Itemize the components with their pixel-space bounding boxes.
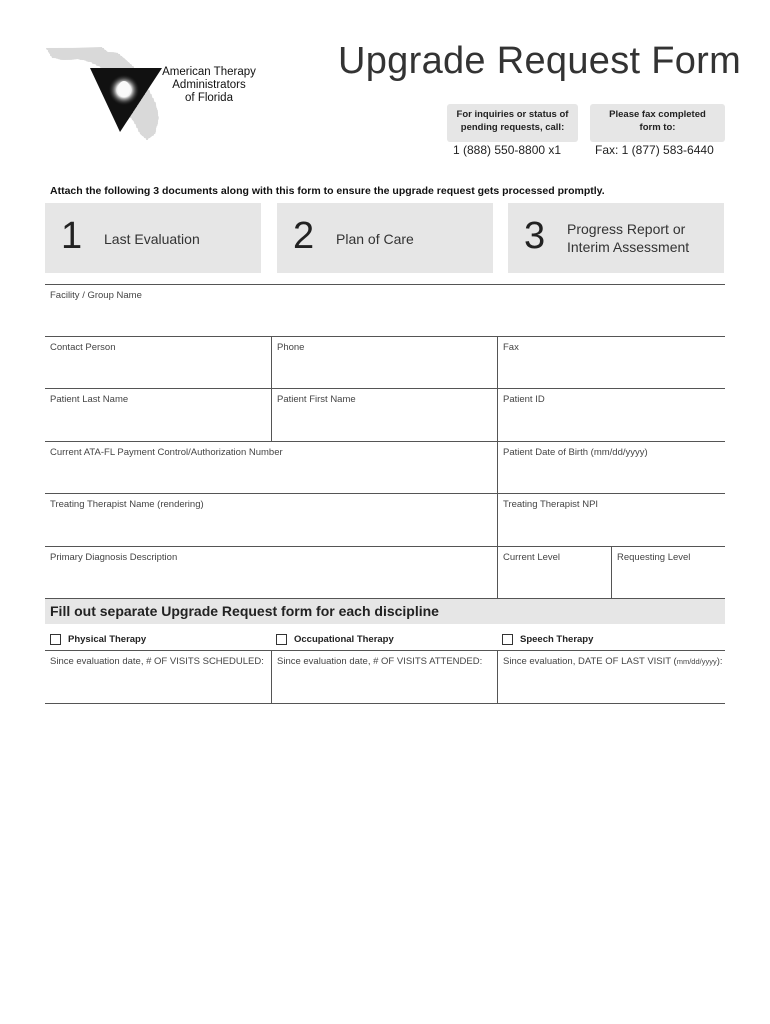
phone-field[interactable] <box>271 336 497 388</box>
primary-diagnosis-label: Primary Diagnosis Description <box>50 552 178 563</box>
organization-name-line: of Florida <box>185 92 233 104</box>
organization-name <box>150 66 268 105</box>
facility-label: Facility / Group Name <box>50 290 142 301</box>
fax-number: Fax: 1 (877) 583-6440 <box>595 143 714 157</box>
current-level-label: Current Level <box>503 552 561 563</box>
form-bottom-rule <box>45 703 725 704</box>
therapist-npi-label: Treating Therapist NPI <box>503 499 599 510</box>
last-visit-date-label <box>503 656 723 667</box>
inquiries-phone-number: 1 (888) 550-8800 x1 <box>453 143 562 157</box>
visits-scheduled-label: Since evaluation date, # OF VISITS SCHEDULED: <box>50 656 264 667</box>
requesting-level-label: Requesting Level <box>617 552 691 563</box>
document-number: 2 <box>293 215 315 257</box>
patient-id-field[interactable] <box>497 388 725 441</box>
document-number: 3 <box>524 215 546 257</box>
fax-label: Fax <box>503 342 519 353</box>
physical-therapy-label: Physical Therapy <box>68 633 147 645</box>
discipline-header <box>45 598 725 624</box>
patient-last-name-field[interactable] <box>45 388 271 441</box>
speech-therapy-checkbox[interactable] <box>502 634 513 645</box>
document-label-line: Last Evaluation <box>104 231 200 247</box>
page-title: Upgrade Request Form <box>338 40 742 82</box>
therapist-name-field[interactable] <box>45 493 497 546</box>
patient-id-label: Patient ID <box>503 394 545 405</box>
fax-text-line: form to: <box>639 122 676 133</box>
visits-attended-label: Since evaluation date, # OF VISITS ATTENDED: <box>277 656 483 667</box>
required-document-2 <box>277 203 493 273</box>
document-label <box>336 230 414 248</box>
occupational-therapy-checkbox[interactable] <box>276 634 287 645</box>
organization-name-line: Administrators <box>172 79 246 91</box>
organization-name-line: American Therapy <box>162 66 256 78</box>
document-label <box>567 220 689 256</box>
speech-therapy-label: Speech Therapy <box>520 633 594 645</box>
inquiries-info-box <box>447 104 578 142</box>
authorization-number-field[interactable] <box>45 441 497 493</box>
document-label-line: Plan of Care <box>336 231 414 247</box>
fax-field[interactable] <box>497 336 725 388</box>
phone-label: Phone <box>277 342 305 353</box>
physical-therapy-option[interactable] <box>50 632 146 646</box>
ata-florida-logo <box>44 44 162 144</box>
patient-last-name-label: Patient Last Name <box>50 394 129 405</box>
patient-first-name-field[interactable] <box>271 388 497 441</box>
inquiries-text-line: For inquiries or status of <box>456 109 569 120</box>
document-label <box>104 230 200 248</box>
last-visit-date-field[interactable] <box>497 650 725 703</box>
last-visit-suffix: ): <box>716 656 723 667</box>
last-visit-date-format: mm/dd/yyyy <box>676 657 717 666</box>
visits-scheduled-field[interactable] <box>45 650 271 703</box>
occupational-therapy-label: Occupational Therapy <box>294 633 394 645</box>
physical-therapy-checkbox[interactable] <box>50 634 61 645</box>
required-document-3 <box>508 203 724 273</box>
document-label-line: Progress Report or <box>567 221 686 237</box>
speech-therapy-option[interactable] <box>502 632 593 646</box>
fax-info-box <box>590 104 725 142</box>
last-visit-prefix: Since evaluation, DATE OF LAST VISIT ( <box>503 656 677 667</box>
patient-dob-label: Patient Date of Birth (mm/dd/yyyy) <box>503 447 648 458</box>
requesting-level-field[interactable] <box>611 546 725 598</box>
inquiries-text-line: pending requests, call: <box>460 122 565 133</box>
occupational-therapy-option[interactable] <box>276 632 394 646</box>
contact-person-label: Contact Person <box>50 342 116 353</box>
document-label-line: Interim Assessment <box>567 239 690 255</box>
visits-attended-field[interactable] <box>271 650 497 703</box>
authorization-number-label: Current ATA-FL Payment Control/Authorization Number <box>50 447 283 458</box>
attachment-instruction: Attach the following 3 documents along with this form to ensure the upgrade request gets processed promptly. <box>50 185 605 197</box>
therapist-name-label: Treating Therapist Name (rendering) <box>50 499 204 510</box>
contact-person-field[interactable] <box>45 336 271 388</box>
patient-dob-field[interactable] <box>497 441 725 493</box>
fax-text-line: Please fax completed <box>609 109 706 120</box>
current-level-field[interactable] <box>497 546 611 598</box>
primary-diagnosis-field[interactable] <box>45 546 497 598</box>
required-document-1 <box>45 203 261 273</box>
patient-first-name-label: Patient First Name <box>277 394 356 405</box>
document-number: 1 <box>61 215 83 257</box>
facility-field[interactable] <box>45 284 725 336</box>
therapist-npi-field[interactable] <box>497 493 725 546</box>
discipline-title: Fill out separate Upgrade Request form for each discipline <box>50 603 439 619</box>
